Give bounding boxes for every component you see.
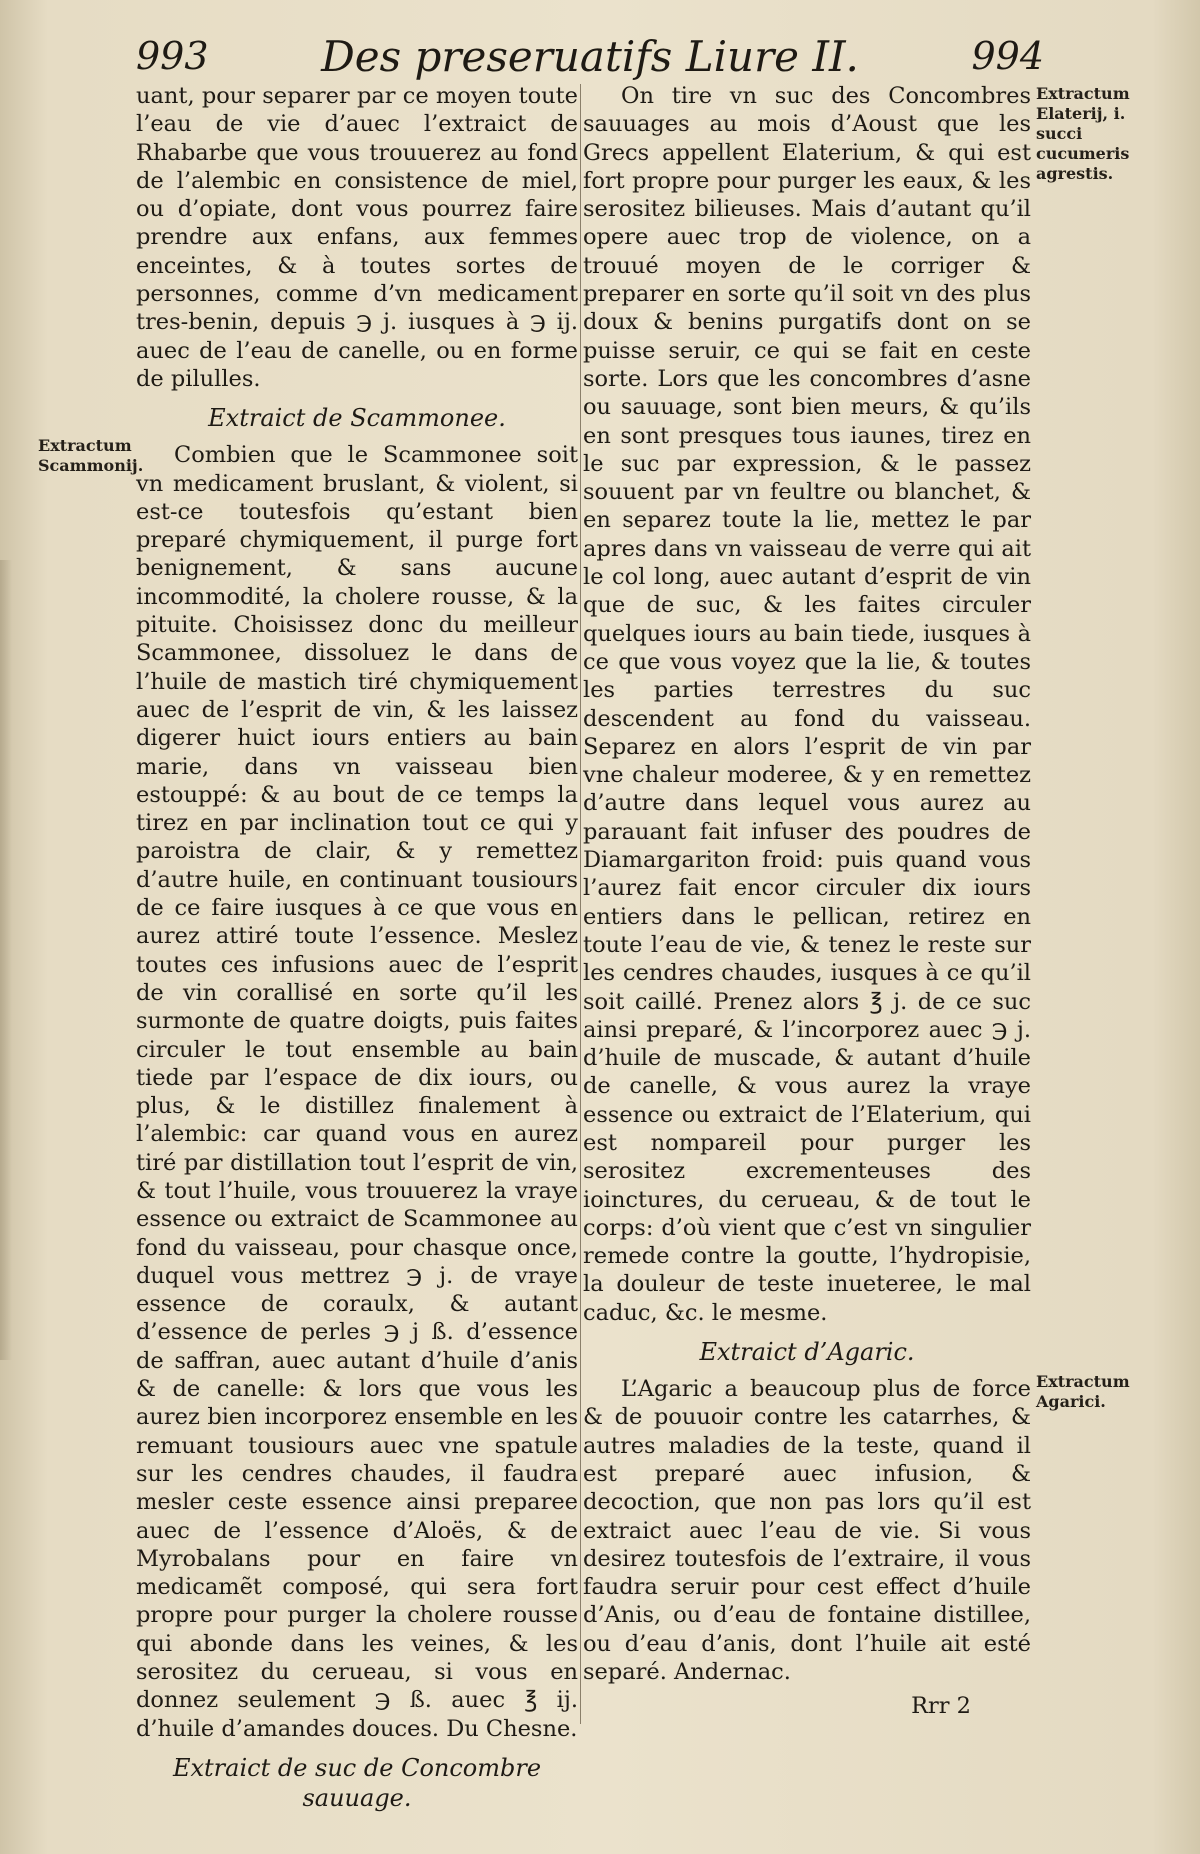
- section-heading: Extraict de Scammonee.: [208, 404, 506, 433]
- paragraph: Combien que le Scammonee soit vn medicament bruslant, & violent, si est-ce toutesfois qu’estant bien preparé chymiquement, il purge fort benignement, & sans aucune incommodité, la cholere rousse, & la pituite. Choisissez donc du meilleur Scammonee, dissoluez le dans de l’huile de mastich tiré chymiquement auec de l’esprit de vin, & les laissez digerer huict iours entiers au bain marie, dans vn vaisseau bien estouppé: & au bout de ce temps la tirez en par inclination tout ce qui y paroistra de clair, & y remettez d’autre huile, en continuant tousiours de ce faire iusques à ce que vous en aurez attiré toute l’essence. Meslez toutes ces infusions auec de l’esprit de vin corallisé en sorte qu’il les surmonte de quatre doigts, puis faites circuler le tout ensemble au bain tiede par l’espace de dix iours, ou plus, & le distillez finalement à l’alembic: car quand vous en aurez tiré par distillation tout l’esprit de vin, & tout l’huile, vous trouuerez la vraye essence ou extraict de Scammonee au fond du vaisseau, pour chasque once, duquel vous mettrez ℈ j. de vraye essence de coraulx, & autant d’essence de perles ℈ j ß. d’essence de saffran, auec autant d’huile d’anis & de canelle: & lors que vous les aurez bien incorporez ensemble en les remuant tousiours auec vne spatule sur les cendres chaudes, il faudra mesler ceste essence ainsi preparee auec de l’essence d’Aloës, & de Myrobalans pour en faire vn medicamẽt composé, qui sera fort propre pour purger la cholere rousse qui abonde dans les veines, & les serositez du cerueau, si vous en donnez seulement ℈ ß. auec ℥ ij. d’huile d’amandes douces. Du Chesne.: [136, 442, 578, 1742]
- paragraph: uant, pour separer par ce moyen toute l’eau de vie d’auec l’extraict de Rhabarbe que vous trouuerez au fond de l’alembic en consistence de miel, ou d’opiate, dont vous pourrez faire prendre aux enfans, aux femmes enceintes, & à toutes sortes de personnes, comme d’vn medicament tres-benin, depuis ℈ j. iusques à ℈ ij. auec de l’eau de canelle, ou en forme de pilulles.: [136, 83, 578, 392]
- page-number-right: 994: [971, 34, 1044, 78]
- paragraph: L’Agaric a beaucoup plus de force & de pouuoir contre les catarrhes, & autres maladies de la teste, quand il est preparé auec infusion, & decoction, que non pas lors qu’il est extraict auec l’eau de vie. Si vous desirez toutesfois de l’extraire, il vous faudra seruir pour cest effect d’huile d’Anis, ou d’eau de fontaine distillee, ou d’eau d’anis, dont l’huile ait esté separé. Andernac.: [583, 1376, 1031, 1686]
- page-number-left: 993: [136, 34, 209, 78]
- margin-note: Extractum Agarici.: [1036, 1372, 1130, 1411]
- column-divider: [580, 84, 581, 1724]
- paragraph: On tire vn suc des Concombres sauuages au mois d’Aoust que les Grecs appellent Elaterium, & qui est fort propre pour purger les eaux, & les serositez bilieuses. Mais d’autant qu’il opere auec trop de violence, on a trouué moyen de le corriger & preparer en sorte qu’il soit vn des plus doux & benins purgatifs dont on se puisse seruir, ce qui se fait en ceste sorte. Lors que les concombres d’asne ou sauuage, sont bien meurs, & qu’ils en sont presques tous iaunes, tirez en le suc par expression, & le passez souuent par vn feultre ou blanchet, & en separez toute la lie, mettez le par apres dans vn vaisseau de verre qui ait le col long, auec autant d’esprit de vin que de suc, & les faites circuler quelques iours au bain tiede, iusques à ce que vous voyez que la lie, & toutes les parties terrestres du suc descendent au fond du vaisseau. Separez en alors l’esprit de vin par vne chaleur moderee, & y en remettez d’autre dans lequel vous aurez au parauant fait infuser des poudres de Diamargariton froid: puis quand vous l’aurez fait encor circuler dix iours entiers dans le pellican, retirez en toute l’eau de vie, & tenez le reste sur les cendres chaudes, iusques à ce qu’il soit caillé. Prenez alors ℥ j. de ce suc ainsi preparé, & l’incorporez auec ℈ j. d’huile de muscade, & autant d’huile de canelle, & vous aurez la vraye essence ou extraict de l’Elaterium, qui est nompareil pour purger les serositez excrementeuses des ioinctures, du cerueau, & de tout le corps: d’où vient que c’est vn singulier remede contre la goutte, l’hydropisie, la douleur de teste inueteree, le mal caduc, &c. le mesme.: [583, 83, 1031, 1326]
- section-heading: Extraict d’Agaric.: [699, 1338, 915, 1367]
- right-column: [583, 82, 1031, 1721]
- running-title: Des preseruatifs Liure II.: [321, 32, 859, 81]
- margin-note: Extractum Elaterij, i. succi cucumeris agrestis.: [1036, 84, 1130, 183]
- left-column: [136, 82, 578, 1821]
- signature-mark: Rrr 2: [911, 1693, 971, 1720]
- page-edge-stain: [0, 560, 12, 1360]
- margin-note: Extractum Scammonij.: [38, 436, 144, 475]
- page-header: [130, 28, 1050, 81]
- section-heading: Extraict de suc de Concombre sauuage.: [172, 1753, 542, 1812]
